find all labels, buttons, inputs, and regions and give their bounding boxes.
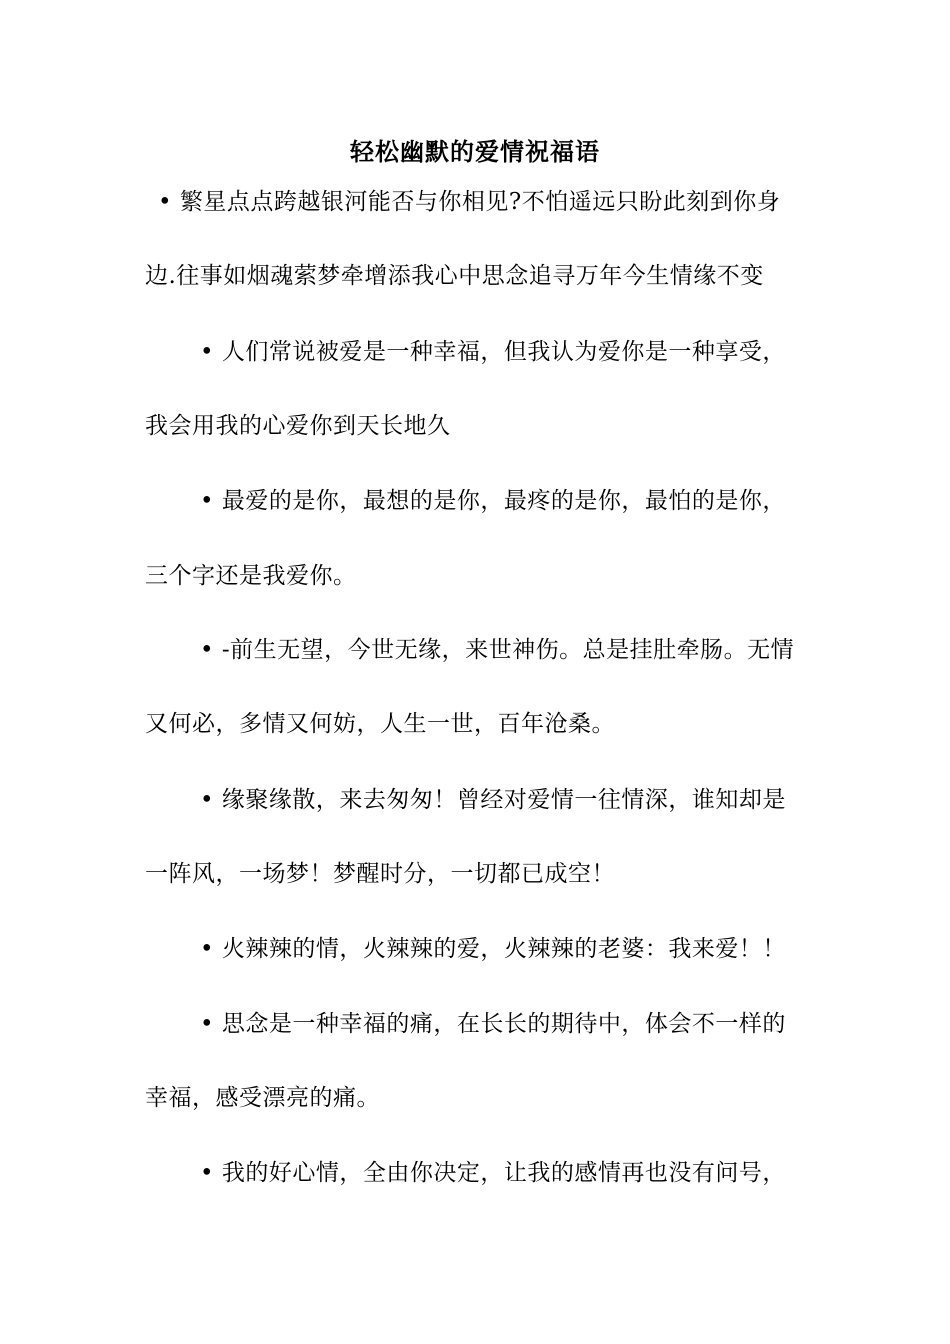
paragraph-line: • 我的好心情，全由你决定，让我的感情再也没有问号， (200, 1160, 786, 1186)
paragraph-line: 又何必，多情又何妨，人生一世，百年沧桑。 (145, 711, 615, 737)
paragraph-line: 边.往事如烟魂萦梦牵增添我心中思念追寻万年今生情缘不变 (145, 263, 764, 289)
paragraph-line: • 缘聚缘散，来去匆匆！曾经对爱情一往情深，谁知却是 (200, 787, 786, 813)
paragraph-line: • 人们常说被爱是一种幸福，但我认为爱你是一种享受， (200, 339, 786, 365)
paragraph-line: 一阵风，一场梦！梦醒时分，一切都已成空！ (145, 861, 615, 887)
paragraph-line: • 繁星点点跨越银河能否与你相见?不怕遥远只盼此刻到你身 (158, 189, 781, 215)
document-title: 轻松幽默的爱情祝福语 (350, 137, 600, 166)
paragraph-line: • 思念是一种幸福的痛，在长长的期待中，体会不一样的 (200, 1011, 786, 1037)
paragraph-line: 幸福，感受漂亮的痛。 (145, 1085, 380, 1111)
paragraph-line: • -前生无望，今世无缘，来世神伤。总是挂肚牵肠。无情 (200, 637, 795, 663)
paragraph-line: • 火辣辣的情，火辣辣的爱，火辣辣的老婆：我来爱！！ (200, 936, 786, 962)
paragraph-line: • 最爱的是你，最想的是你，最疼的是你，最怕的是你， (200, 488, 786, 514)
paragraph-line: 我会用我的心爱你到天长地久 (145, 413, 451, 439)
paragraph-line: 三个字还是我爱你。 (145, 563, 357, 589)
